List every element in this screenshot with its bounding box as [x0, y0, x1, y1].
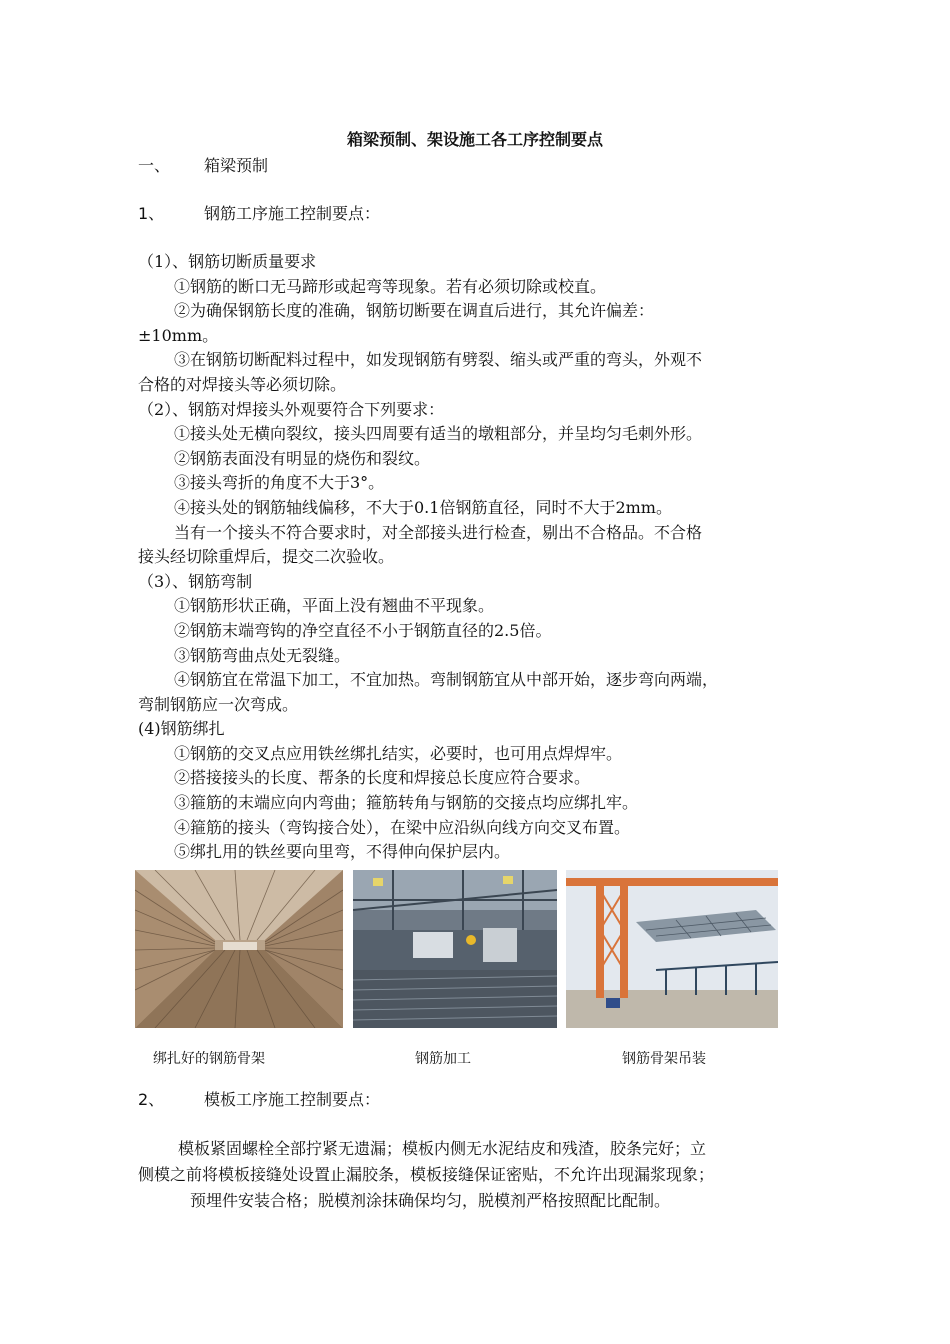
rebar-requirements-text	[138, 250, 818, 865]
photo-caption-rebar-lifting: 钢筋骨架吊装	[622, 1051, 706, 1067]
subsection-number: 1、	[138, 204, 165, 223]
text-line: ①接头处无横向裂纹，接头四周要有适当的墩粗部分，并呈均匀毛刺外形。	[174, 424, 703, 444]
subsection-number: 2、	[138, 1090, 165, 1109]
formwork-line: 侧模之前将模板接缝处设置止漏胶条，模板接缝保证密贴，不允许出现漏浆现象；	[138, 1165, 715, 1184]
rebar-processing-photo	[353, 870, 557, 1028]
photo-caption-rebar-processing: 钢筋加工	[415, 1051, 471, 1067]
text-line: ④接头处的钢筋轴线偏移，不大于0.1倍钢筋直径，同时不大于2mm。	[174, 497, 672, 517]
photo-caption-rebar-cage: 绑扎好的钢筋骨架	[153, 1051, 265, 1067]
formwork-line: 模板紧固螺栓全部拧紧无遗漏；模板内侧无水泥结皮和残渣，胶条完好；立	[178, 1139, 707, 1158]
text-line: 弯制钢筋应一次弯成。	[138, 694, 299, 714]
text-line: ④钢筋宜在常温下加工，不宜加热。弯制钢筋宜从中部开始，逐步弯向两端，	[174, 670, 719, 690]
text-line: ①钢筋的交叉点应用铁丝绑扎结实，必要时，也可用点焊焊牢。	[174, 743, 623, 763]
text-line: ③接头弯折的角度不大于3°。	[174, 473, 385, 493]
text-line: （3）、钢筋弯制	[138, 571, 253, 591]
text-line: 接头经切除重焊后，提交二次验收。	[138, 547, 395, 567]
text-line: ②为确保钢筋长度的准确，钢筋切断要在调直后进行，其允许偏差：	[174, 301, 655, 321]
text-line: ③钢筋弯曲点处无裂缝。	[174, 645, 351, 665]
formwork-paragraph	[138, 1136, 818, 1214]
text-line: 合格的对焊接头等必须切除。	[138, 374, 347, 394]
text-line: 当有一个接头不符合要求时，对全部接头进行检查，剔出不合格品。不合格	[174, 522, 703, 542]
section-heading	[138, 153, 268, 176]
text-line: ③箍筋的末端应向内弯曲；箍筋转角与钢筋的交接点均应绑扎牢。	[174, 793, 639, 813]
subsection-heading-rebar	[138, 201, 380, 224]
rebar-cage-photo	[135, 870, 343, 1028]
text-line: ①钢筋的断口无马蹄形或起弯等现象。若有必须切除或校直。	[174, 276, 607, 296]
text-line: ②搭接接头的长度、帮条的长度和焊接总长度应符合要求。	[174, 768, 591, 788]
text-line: ②钢筋表面没有明显的烧伤和裂纹。	[174, 448, 431, 468]
section-number: 一、	[138, 156, 171, 175]
subsection-label: 模板工序施工控制要点：	[204, 1090, 381, 1109]
text-line: （2）、钢筋对焊接头外观要符合下列要求：	[138, 399, 445, 419]
text-line: ②钢筋末端弯钩的净空直径不小于钢筋直径的2.5倍。	[174, 620, 552, 640]
subsection-heading-formwork	[138, 1087, 380, 1110]
text-line: ⑤绑扎用的铁丝要向里弯，不得伸向保护层内。	[174, 842, 511, 862]
text-line: （1）、钢筋切断质量要求	[138, 252, 317, 271]
document-title: 箱梁预制、架设施工各工序控制要点	[346, 130, 603, 149]
text-line: ③在钢筋切断配料过程中，如发现钢筋有劈裂、缩头或严重的弯头，外观不	[174, 350, 703, 370]
text-line: ①钢筋形状正确，平面上没有翘曲不平现象。	[174, 596, 495, 616]
subsection-label: 钢筋工序施工控制要点：	[204, 204, 381, 223]
text-line: ④箍筋的接头（弯钩接合处），在梁中应沿纵向线方向交叉布置。	[174, 817, 631, 837]
text-line: (4)钢筋绑扎	[138, 719, 225, 739]
text-line: ±10mm。	[138, 325, 219, 345]
formwork-line: 预埋件安装合格；脱模剂涂抹确保均匀，脱模剂严格按照配比配制。	[190, 1191, 671, 1210]
section-label: 箱梁预制	[204, 156, 269, 175]
rebar-lifting-photo	[566, 870, 778, 1028]
photo-strip	[0, 870, 950, 1030]
